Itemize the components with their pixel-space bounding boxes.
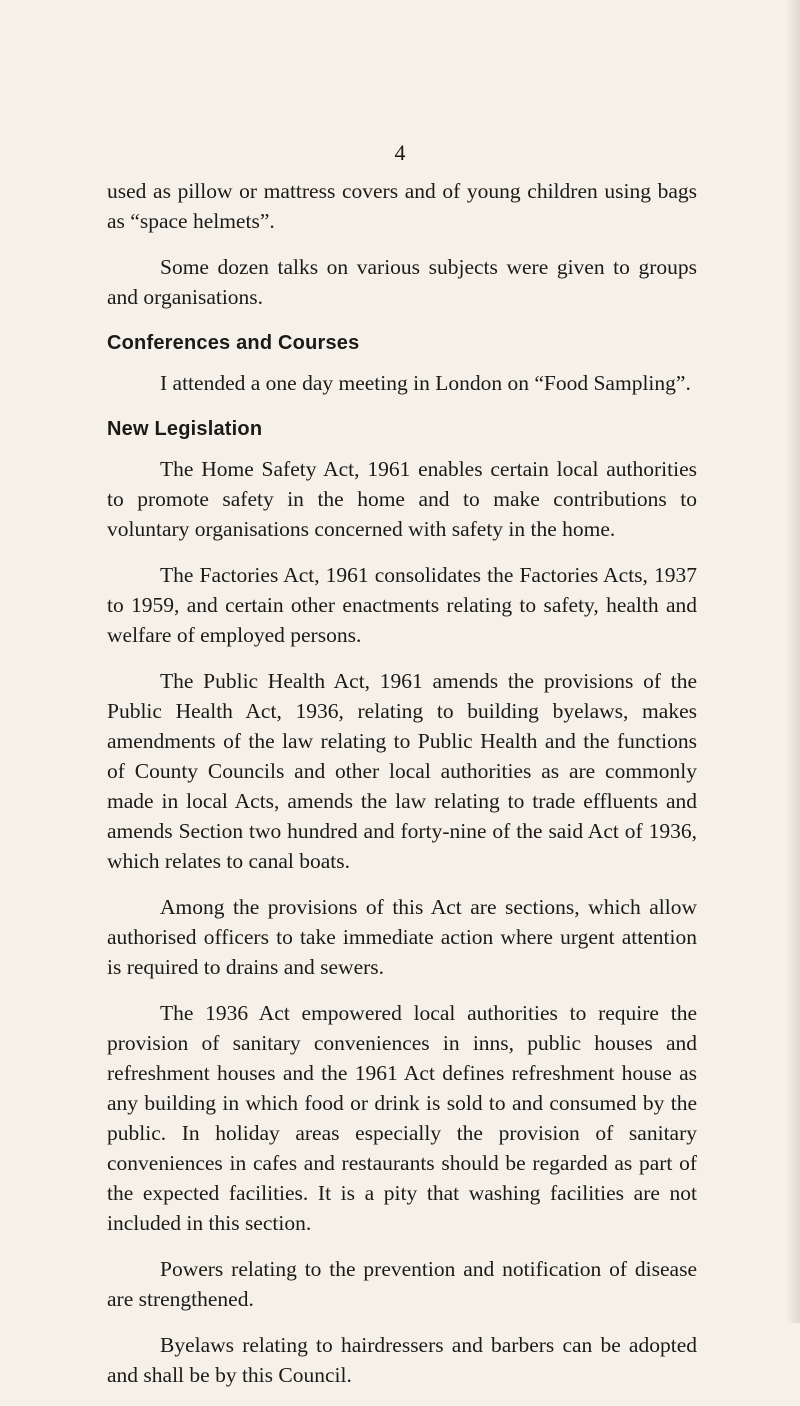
- public-health-act-paragraph: The Public Health Act, 1961 amends the provisions of the Public Health Act, 1936, relating to building byelaws, makes amendments of the law relating to Public Health and the functions of County Councils and other local authorities as are commonly made in local Acts, amends the law relating to trade effluents and amends Section two hundred and forty-nine of the said Act of 1936, which relates to canal boats.: [107, 669, 697, 873]
- page-number: 4: [394, 140, 406, 165]
- page-edge-shadow: [786, 0, 800, 1323]
- intro-continuation-paragraph: used as pillow or mattress covers and of young children using bags as “space helmets”.: [107, 179, 697, 233]
- byelaws-paragraph: Byelaws relating to hairdressers and barbers can be adopted and shall be by this Council.: [107, 1333, 697, 1387]
- talks-paragraph: Some dozen talks on various subjects were given to groups and organisations.: [107, 255, 697, 309]
- conferences-heading: Conferences and Courses: [107, 332, 360, 354]
- page-body: [107, 176, 697, 1406]
- disease-powers-paragraph: Powers relating to the prevention and notification of disease are strengthened.: [107, 1257, 697, 1311]
- home-safety-act-paragraph: The Home Safety Act, 1961 enables certain local authorities to promote safety in the home and to make contributions to voluntary organisations concerned with safety in the home.: [107, 457, 697, 541]
- sanitary-conveniences-paragraph: The 1936 Act empowered local authorities to require the provision of sanitary conveniences in inns, public houses and refreshment houses and the 1961 Act defines refreshment house as any building in which food or drink is sold to and consumed by the public. In holiday areas especially the provision of sanitary conveniences in cafes and restaurants should be regarded as part of the expected facilities. It is a pity that washing facilities are not included in this section.: [107, 1001, 697, 1235]
- legislation-heading: New Legislation: [107, 418, 263, 440]
- conferences-paragraph: I attended a one day meeting in London on “Food Sampling”.: [160, 371, 691, 395]
- factories-act-paragraph: The Factories Act, 1961 consolidates the Factories Acts, 1937 to 1959, and certain other enactments relating to safety, health and welfare of employed persons.: [107, 563, 697, 647]
- drains-sewers-paragraph: Among the provisions of this Act are sections, which allow authorised officers to take immediate action where urgent attention is required to drains and sewers.: [107, 895, 697, 979]
